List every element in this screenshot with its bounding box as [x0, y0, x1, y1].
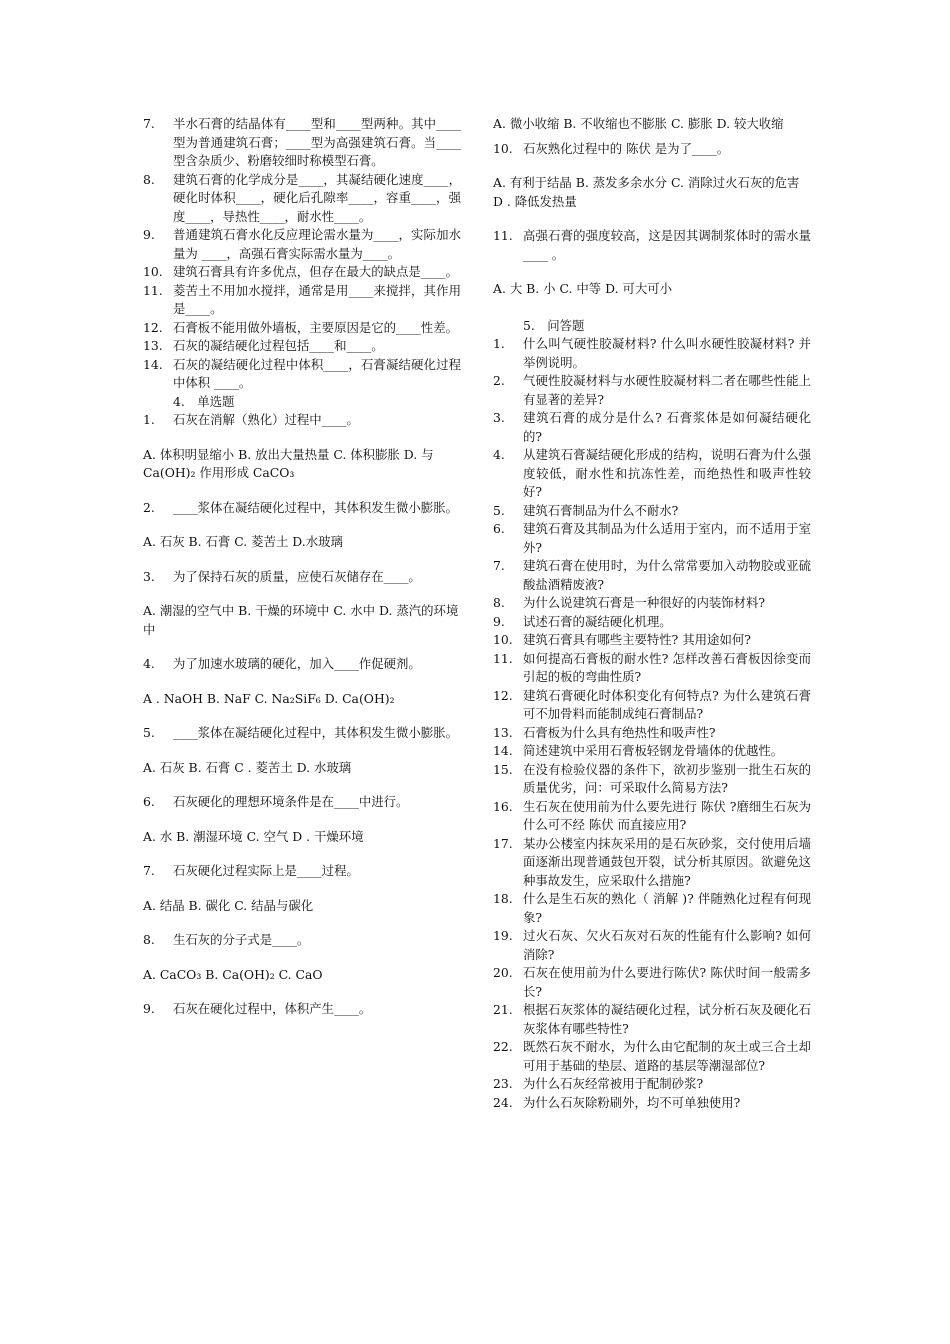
spacer [143, 708, 461, 724]
item-text: 石灰硬化过程实际上是____过程。 [173, 863, 359, 878]
item-text: 试述石膏的凝结硬化机理。 [523, 613, 672, 629]
item-number: 1. [493, 336, 505, 351]
spacer [143, 984, 461, 1000]
item-text: 建筑石膏在使用时，为什么常常要加入动物胶或亚硫酸盐酒精废液? [523, 558, 811, 592]
item-number: 9. [143, 227, 155, 242]
item-number: 4. [143, 656, 155, 671]
item-number: 12. [493, 687, 513, 703]
item-number: 8. [493, 595, 505, 610]
item-number: 2. [143, 499, 155, 515]
item-number: 11. [493, 228, 513, 243]
qa-question [493, 687, 811, 724]
spacer [143, 552, 461, 568]
item-text: 根据石灰浆体的凝结硬化过程，试分析石灰及硬化石灰浆体有哪些特性? [523, 1002, 811, 1036]
qa-question [493, 557, 811, 594]
qa-question [493, 613, 811, 632]
item-number: 15. [493, 761, 513, 777]
spacer [143, 674, 461, 690]
spacer [143, 743, 461, 759]
item-number: 7. [493, 558, 505, 573]
fill-question [143, 226, 461, 263]
choice-options: A. 大 B. 小 C. 中等 D. 可大可小 [493, 281, 673, 296]
item-number: 14. [493, 743, 513, 758]
item-text: 建筑石膏具有哪些主要特性? 其用途如何? [523, 632, 751, 647]
item-number: 7. [143, 863, 155, 878]
item-text: 过火石灰、欠火石灰对石灰的性能有什么影响? 如何消除? [523, 928, 811, 962]
item-number: 13. [493, 724, 513, 740]
item-text: 石膏板不能用做外墙板，主要原因是它的____性差。 [173, 319, 458, 335]
item-text: ____浆体在凝结硬化过程中，其体积发生微小膨胀。 [173, 499, 458, 515]
item-number: 7. [143, 116, 155, 131]
choice-options: A. 潮湿的空气中 B. 干燥的环境中 C. 水中 D. 蒸汽的环境中 [143, 603, 459, 637]
fill-in-questions [143, 115, 461, 393]
item-text: 石灰的凝结硬化过程包括____和____。 [173, 338, 384, 353]
spacer [143, 777, 461, 793]
item-number: 6. [143, 794, 155, 809]
fill-question [143, 171, 461, 227]
qa-question [493, 798, 811, 835]
item-number: 11. [493, 650, 513, 666]
choice-question [143, 724, 461, 743]
item-number: 12. [143, 319, 163, 335]
spacer [143, 639, 461, 655]
qa-question [493, 1001, 811, 1038]
item-number: 17. [493, 835, 513, 851]
item-text: 建筑石膏制品为什么不耐水? [523, 502, 679, 518]
item-text: 普通建筑石膏水化反应理论需水量为____，实际加水量为 ____，高强石膏实际需水量为____。 [173, 227, 461, 261]
item-text: 石灰在硬化过程中，体积产生____。 [173, 1001, 372, 1016]
qa-question [493, 372, 811, 409]
item-text: 石灰的凝结硬化过程中体积____，石膏凝结硬化过程中体积 ____。 [173, 356, 461, 390]
choice-question [493, 227, 811, 264]
item-text: 某办公楼室内抹灰采用的是石灰砂浆，交付使用后墙面逐渐出现普通鼓包开裂，试分析其原因。欲避免这种事故发生，应采取什么措施? [523, 835, 811, 888]
fill-question [143, 356, 461, 393]
choice-question [143, 568, 461, 587]
fill-question [143, 319, 461, 338]
item-text: 高强石膏的强度较高，这是因其调制浆体时的需水量____ 。 [523, 228, 811, 262]
item-text: 气硬性胶凝材料与水硬性胶凝材料二者在哪些性能上有显著的差异? [523, 373, 811, 407]
item-text: 半水石膏的结晶体有____型和____型两种。其中____型为普通建筑石膏；____型为高强建筑石膏。当____型含杂质少、粉磨较细时称模型石膏。 [173, 116, 461, 168]
item-text: 为了保持石灰的质量，应使石灰储存在____。 [173, 568, 421, 584]
spacer [143, 846, 461, 862]
item-number: 13. [143, 338, 163, 353]
item-text: 石膏板为什么具有绝热性和吸声性? [523, 724, 716, 740]
qa-question [493, 1075, 811, 1094]
item-number: 6. [493, 521, 505, 536]
qa-question [493, 502, 811, 521]
item-text: 什么叫气硬性胶凝材料? 什么叫水硬性胶凝材料? 并举例说明。 [523, 336, 811, 370]
choice-options: A. 石灰 B. 石膏 C. 菱苦土 D.水玻璃 [143, 534, 343, 549]
qa-questions [493, 335, 811, 1112]
qa-question [493, 1038, 811, 1075]
qa-question [493, 409, 811, 446]
item-number: 9. [143, 1001, 155, 1016]
choice-question [143, 793, 461, 812]
item-text: 建筑石膏的成分是什么? 石膏浆体是如何凝结硬化的? [523, 410, 811, 444]
right-column [493, 115, 811, 1112]
item-text: 为什么石灰经常被用于配制砂浆? [523, 1076, 704, 1091]
qa-question [493, 964, 811, 1001]
item-text: 为了加速水玻璃的硬化，加入____作促硬剂。 [173, 656, 421, 671]
item-text: 石灰硬化的理想环境条件是在____中进行。 [173, 794, 409, 809]
choice-question [143, 499, 461, 518]
item-number: 3. [493, 410, 505, 425]
right-choice-questions [493, 140, 811, 299]
spacer [143, 586, 461, 602]
item-number: 16. [493, 798, 513, 814]
item-number: 21. [493, 1002, 513, 1017]
spacer [143, 430, 461, 446]
item-number: 8. [143, 171, 155, 187]
choice-question [143, 655, 461, 674]
spacer [143, 950, 461, 966]
choice-question [493, 140, 811, 159]
item-number: 5. [143, 725, 155, 740]
qa-question [493, 446, 811, 502]
item-text: 从建筑石膏凝结硬化形成的结构，说明石膏为什么强度较低，耐水性和抗冻性差，而绝热性和吸声性较好? [523, 447, 811, 499]
item-text: 在没有检验仪器的条件下，欲初步鉴别一批生石灰的质量优劣，问：可采取什么简易方法? [523, 761, 811, 795]
item-text: 石灰在使用前为什么要进行陈伏? 陈伏时间一般需多长? [523, 965, 811, 999]
qa-question [493, 835, 811, 891]
left-column [143, 115, 461, 1019]
item-text: 如何提高石膏板的耐水性? 怎样改善石膏板因徐变而引起的板的弯曲性质? [523, 650, 811, 684]
fill-question [143, 337, 461, 356]
item-text: 生石灰的分子式是____。 [173, 932, 310, 947]
fill-question [143, 282, 461, 319]
choice-options: A. 有利于结晶 B. 蒸发多余水分 C. 消除过火石灰的危害 D . 降低发热量 [493, 175, 800, 209]
item-number: 11. [143, 282, 163, 298]
single-choice-heading: 4. 单选题 [173, 393, 235, 409]
item-number: 22. [493, 1039, 513, 1054]
item-number: 3. [143, 568, 155, 584]
item-number: 10. [143, 264, 163, 279]
qa-heading: 5. 问答题 [523, 317, 585, 333]
choice-options: A. 石灰 B. 石膏 C . 菱苦土 D. 水玻璃 [143, 759, 352, 775]
qa-question [493, 724, 811, 743]
qa-question [493, 927, 811, 964]
item-number: 1. [143, 412, 155, 427]
item-number: 14. [143, 356, 163, 372]
qa-question [493, 650, 811, 687]
spacer [143, 517, 461, 533]
single-choice-questions [143, 411, 461, 1019]
item-number: 18. [493, 891, 513, 906]
item-text: 简述建筑中采用石膏板轻钢龙骨墙体的优越性。 [523, 743, 784, 758]
item-number: 24. [493, 1094, 513, 1110]
item-text: 建筑石膏硬化时体积变化有何特点? 为什么建筑石膏可不加骨料而能制成纯石膏制品? [523, 687, 811, 721]
item-text: 建筑石膏具有许多优点，但存在最大的缺点是____。 [173, 264, 458, 279]
qa-question [493, 335, 811, 372]
qa-question [493, 1094, 811, 1113]
item-number: 23. [493, 1076, 513, 1091]
item-text: 石灰在消解（熟化）过程中____。 [173, 412, 359, 427]
spacer [493, 211, 811, 227]
item-text: 菱苦土不用加水搅拌，通常是用____来搅拌，其作用是____。 [173, 282, 461, 316]
spacer [143, 915, 461, 931]
choice-options: A . NaOH B. NaF C. Na₂SiF₆ D. Ca(OH)₂ [143, 690, 395, 706]
choice-options: A. 水 B. 潮湿环境 C. 空气 D . 干燥环境 [143, 828, 364, 844]
qa-question [493, 761, 811, 798]
spacer [493, 158, 811, 174]
item-text: 为什么说建筑石膏是一种很好的内装饰材料? [523, 595, 766, 610]
item-number: 9. [493, 613, 505, 629]
choice-options: A. 结晶 B. 碳化 C. 结晶与碳化 [143, 897, 314, 913]
fill-question [143, 263, 461, 282]
choice-options: A. CaCO₃ B. Ca(OH)₂ C. CaO [143, 966, 323, 982]
qa-question [493, 520, 811, 557]
choice-question [143, 1000, 461, 1019]
fill-question [143, 115, 461, 171]
spacer [143, 483, 461, 499]
item-number: 2. [493, 373, 505, 388]
item-text: 石灰熟化过程中的 陈伏 是为了____。 [523, 140, 730, 156]
item-number: 4. [493, 447, 505, 462]
item-number: 20. [493, 965, 513, 980]
choice-question [143, 931, 461, 950]
qa-question [493, 631, 811, 650]
qa-question [493, 742, 811, 761]
item-text: 既然石灰不耐水，为什么由它配制的灰土或三合土却可用于基础的垫层、道路的基层等潮湿部位? [523, 1039, 811, 1073]
spacer [143, 881, 461, 897]
choice-options: A. 体积明显缩小 B. 放出大量热量 C. 体积膨胀 D. 与 Ca(OH)₂ 作用形成 CaCO₃ [143, 446, 434, 480]
choice-question [143, 411, 461, 430]
carryover-options: A. 微小收缩 B. 不收缩也不膨胀 C. 膨胀 D. 较大收缩 [493, 116, 784, 131]
item-number: 5. [493, 502, 505, 518]
qa-question [493, 594, 811, 613]
item-text: 为什么石灰除粉刷外，均不可单独使用? [523, 1094, 741, 1110]
choice-question [143, 862, 461, 881]
item-text: 什么是生石灰的熟化（ 消解 )? 伴随熟化过程有何现象? [523, 891, 811, 925]
spacer [493, 264, 811, 280]
item-number: 10. [493, 632, 513, 647]
item-number: 19. [493, 928, 513, 943]
item-text: 建筑石膏的化学成分是____，其凝结硬化速度____，硬化时体积____，硬化后孔隙率____，容重____，强度____，导热性____，耐水性____。 [173, 171, 461, 224]
qa-question [493, 890, 811, 927]
item-text: 生石灰在使用前为什么要先进行 陈伏 ?磨细生石灰为什么可不经 陈伏 而直接应用? [523, 798, 811, 832]
item-text: ____浆体在凝结硬化过程中，其体积发生微小膨胀。 [173, 725, 458, 740]
spacer [143, 812, 461, 828]
item-number: 10. [493, 140, 513, 156]
item-text: 建筑石膏及其制品为什么适用于室内，而不适用于室外? [523, 521, 811, 555]
item-number: 8. [143, 932, 155, 947]
